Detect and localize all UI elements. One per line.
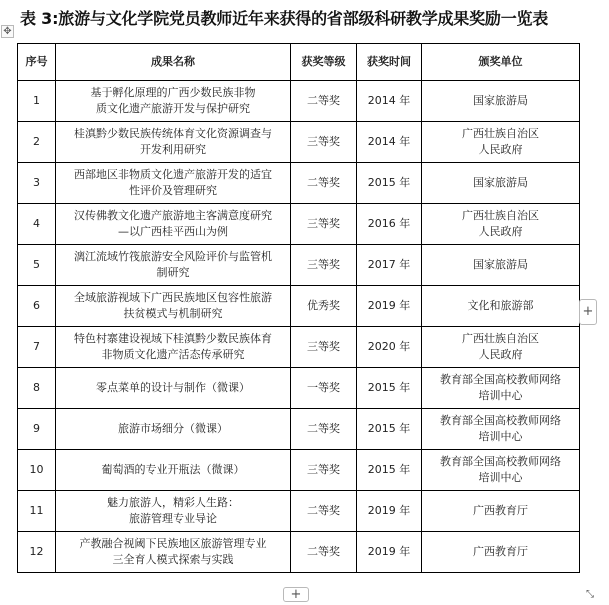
issuer-line: 国家旅游局 xyxy=(473,258,528,271)
cell-year[interactable]: 2015 年 xyxy=(357,409,422,450)
name-line: 基于孵化原理的广西少数民族非物 xyxy=(90,86,256,99)
cell-year[interactable]: 2015 年 xyxy=(357,450,422,491)
cell-level[interactable]: 三等奖 xyxy=(291,122,357,163)
cell-issuer[interactable] xyxy=(422,122,580,163)
table-row xyxy=(18,409,580,450)
name-line: 旅游管理专业导论 xyxy=(129,512,217,525)
issuer-line: 广西壮族自治区 xyxy=(462,332,539,345)
issuer-line: 培训中心 xyxy=(478,389,523,402)
cell-issuer[interactable] xyxy=(422,327,580,368)
cell-issuer[interactable] xyxy=(422,163,580,204)
name-line: 非物质文化遗产活态传承研究 xyxy=(101,348,245,361)
cell-index[interactable]: 9 xyxy=(18,409,56,450)
table-resize-icon[interactable]: ⤡ xyxy=(586,589,594,600)
name-line: 西部地区非物质文化遗产旅游开发的适宜 xyxy=(74,168,272,181)
cell-year[interactable]: 2019 年 xyxy=(357,286,422,327)
issuer-line: 文化和旅游部 xyxy=(467,299,534,312)
table-row xyxy=(18,327,580,368)
add-row-button[interactable]: + xyxy=(283,587,309,602)
cell-issuer[interactable] xyxy=(422,491,580,532)
cell-index[interactable]: 5 xyxy=(18,245,56,286)
issuer-line: 广西壮族自治区 xyxy=(462,127,539,140)
cell-level[interactable]: 二等奖 xyxy=(291,81,357,122)
cell-index[interactable]: 10 xyxy=(18,450,56,491)
cell-name[interactable] xyxy=(56,327,291,368)
cell-index[interactable]: 6 xyxy=(18,286,56,327)
header-issuer: 颁奖单位 xyxy=(422,44,580,81)
issuer-line: 国家旅游局 xyxy=(473,176,528,189)
name-line: 性评价及管理研究 xyxy=(129,184,217,197)
cell-year[interactable]: 2015 年 xyxy=(357,368,422,409)
cell-level[interactable]: 优秀奖 xyxy=(291,286,357,327)
cell-index[interactable]: 8 xyxy=(18,368,56,409)
cell-level[interactable]: 三等奖 xyxy=(291,204,357,245)
cell-name[interactable] xyxy=(56,204,291,245)
cell-level[interactable]: 二等奖 xyxy=(291,532,357,573)
table-row xyxy=(18,368,580,409)
table-row xyxy=(18,532,580,573)
name-line: 零点菜单的设计与制作（微课） xyxy=(96,381,250,394)
cell-year[interactable]: 2016 年 xyxy=(357,204,422,245)
cell-level[interactable]: 二等奖 xyxy=(291,491,357,532)
cell-year[interactable]: 2019 年 xyxy=(357,491,422,532)
name-line: 旅游市场细分（微课） xyxy=(118,422,228,435)
issuer-line: 教育部全国高校教师网络 xyxy=(440,373,561,386)
cell-issuer[interactable] xyxy=(422,532,580,573)
name-line: 三全育人模式探索与实践 xyxy=(112,553,234,566)
cell-issuer[interactable] xyxy=(422,368,580,409)
cell-index[interactable]: 1 xyxy=(18,81,56,122)
cell-level[interactable]: 三等奖 xyxy=(291,450,357,491)
cell-name[interactable] xyxy=(56,122,291,163)
cell-level[interactable]: 三等奖 xyxy=(291,327,357,368)
cell-name[interactable] xyxy=(56,368,291,409)
cell-issuer[interactable] xyxy=(422,450,580,491)
cell-year[interactable]: 2017 年 xyxy=(357,245,422,286)
cell-issuer[interactable] xyxy=(422,204,580,245)
name-line: 魅力旅游人，精彩人生路： xyxy=(107,496,239,509)
cell-name[interactable] xyxy=(56,450,291,491)
issuer-line: 人民政府 xyxy=(478,348,523,361)
cell-name[interactable] xyxy=(56,245,291,286)
issuer-line: 广西教育厅 xyxy=(473,504,528,517)
header-index: 序号 xyxy=(18,44,56,81)
name-line: 产教融合视阈下民族地区旅游管理专业 xyxy=(79,537,267,550)
cell-index[interactable]: 4 xyxy=(18,204,56,245)
issuer-line: 广西教育厅 xyxy=(473,545,528,558)
cell-level[interactable]: 二等奖 xyxy=(291,409,357,450)
cell-year[interactable]: 2020 年 xyxy=(357,327,422,368)
header-year: 获奖时间 xyxy=(357,44,422,81)
name-line: 汉传佛教文化遗产旅游地主客满意度研究 xyxy=(74,209,272,222)
issuer-line: 广西壮族自治区 xyxy=(462,209,539,222)
cell-level[interactable]: 一等奖 xyxy=(291,368,357,409)
table-row xyxy=(18,81,580,122)
cell-year[interactable]: 2019 年 xyxy=(357,532,422,573)
name-line: 特色村寨建设视域下桂滇黔少数民族体育 xyxy=(74,332,272,345)
cell-index[interactable]: 3 xyxy=(18,163,56,204)
cell-issuer[interactable] xyxy=(422,286,580,327)
table-caption: 表 3:旅游与文化学院党员教师近年来获得的省部级科研教学成果奖励一览表 xyxy=(20,9,549,28)
issuer-line: 教育部全国高校教师网络 xyxy=(440,414,561,427)
cell-level[interactable]: 二等奖 xyxy=(291,163,357,204)
cell-issuer[interactable] xyxy=(422,245,580,286)
issuer-line: 人民政府 xyxy=(478,225,523,238)
cell-name[interactable] xyxy=(56,409,291,450)
name-line: 葡萄酒的专业开瓶法（微课） xyxy=(101,463,245,476)
cell-name[interactable] xyxy=(56,286,291,327)
issuer-line: 培训中心 xyxy=(478,471,523,484)
issuer-line: 教育部全国高校教师网络 xyxy=(440,455,561,468)
name-line: —以广西桂平西山为例 xyxy=(118,225,228,238)
table-row xyxy=(18,450,580,491)
cell-issuer[interactable] xyxy=(422,409,580,450)
issuer-line: 国家旅游局 xyxy=(473,94,528,107)
name-line: 制研究 xyxy=(156,266,190,279)
name-line: 桂滇黔少数民族传统体育文化资源调查与 xyxy=(74,127,272,140)
cell-year[interactable]: 2015 年 xyxy=(357,163,422,204)
cell-name[interactable] xyxy=(56,491,291,532)
cell-year[interactable]: 2014 年 xyxy=(357,122,422,163)
name-line: 全域旅游视域下广西民族地区包容性旅游 xyxy=(74,291,272,304)
cell-name[interactable] xyxy=(56,81,291,122)
add-column-button[interactable]: + xyxy=(579,299,597,325)
issuer-line: 培训中心 xyxy=(478,430,523,443)
cell-name[interactable] xyxy=(56,163,291,204)
header-level: 获奖等级 xyxy=(291,44,357,81)
cell-issuer[interactable] xyxy=(422,81,580,122)
table-row xyxy=(18,122,580,163)
table-body xyxy=(18,81,580,573)
awards-table xyxy=(17,43,580,573)
cell-year[interactable]: 2014 年 xyxy=(357,81,422,122)
table-move-handle-icon[interactable]: ✥ xyxy=(1,25,14,38)
table-row xyxy=(18,204,580,245)
name-line: 质文化遗产旅游开发与保护研究 xyxy=(96,102,250,115)
table-row xyxy=(18,491,580,532)
header-name: 成果名称 xyxy=(56,44,291,81)
cell-index[interactable]: 7 xyxy=(18,327,56,368)
cell-level[interactable]: 三等奖 xyxy=(291,245,357,286)
name-line: 漓江流域竹筏旅游安全风险评价与监管机 xyxy=(74,250,272,263)
cell-index[interactable]: 11 xyxy=(18,491,56,532)
issuer-line: 人民政府 xyxy=(478,143,523,156)
name-line: 扶贫模式与机制研究 xyxy=(123,307,223,320)
cell-index[interactable]: 12 xyxy=(18,532,56,573)
cell-index[interactable]: 2 xyxy=(18,122,56,163)
name-line: 开发利用研究 xyxy=(140,143,206,156)
cell-name[interactable] xyxy=(56,532,291,573)
table-header-row xyxy=(18,44,580,81)
table-row xyxy=(18,286,580,327)
table-row xyxy=(18,245,580,286)
table-row xyxy=(18,163,580,204)
